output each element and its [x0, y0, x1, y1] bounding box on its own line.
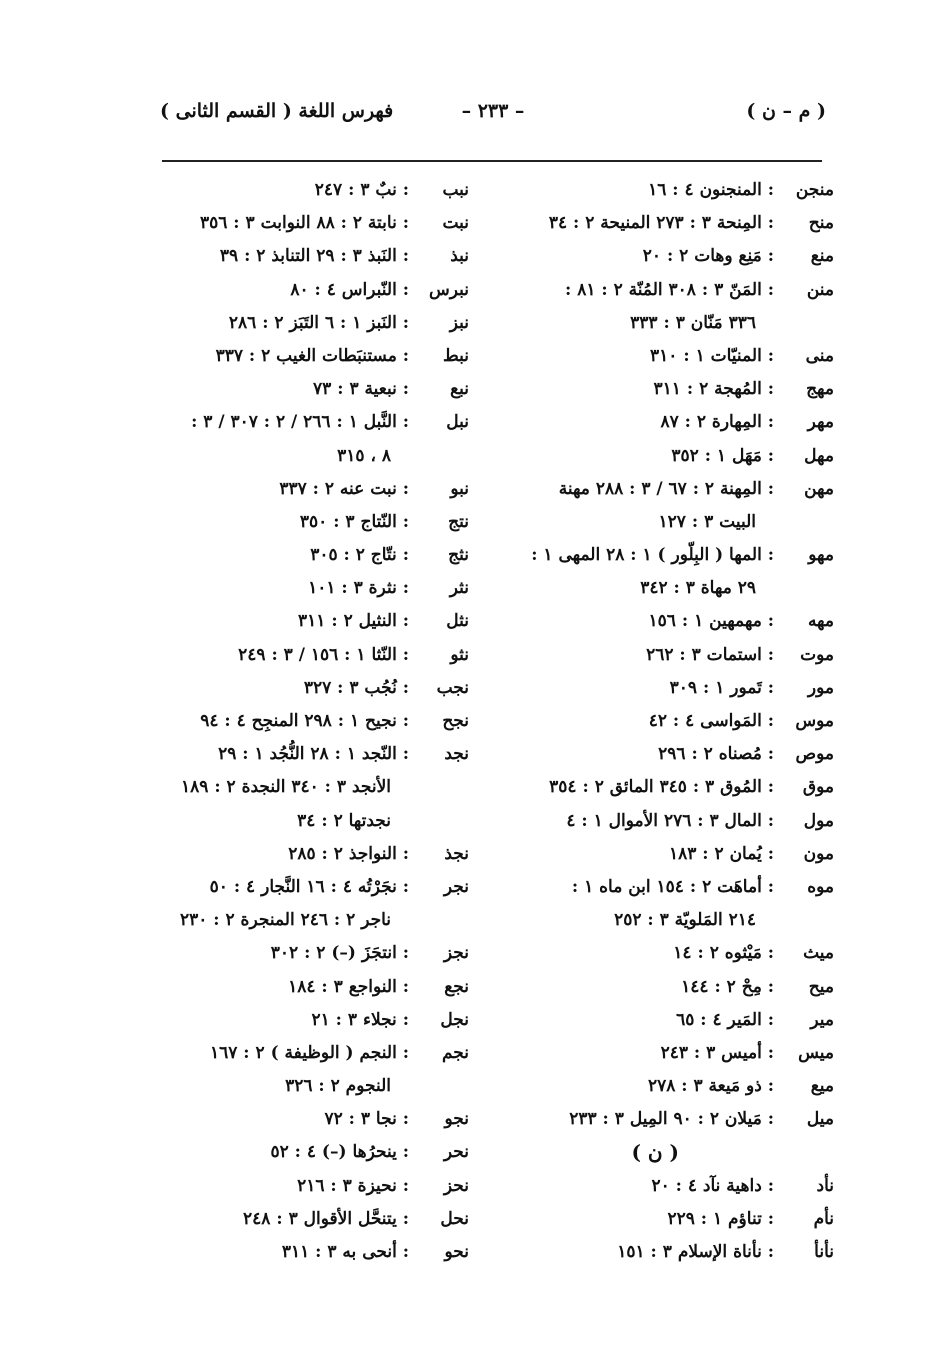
- entry-root: نبط: [443, 345, 469, 366]
- entry-text: ( ن ): [631, 1140, 679, 1165]
- index-entry: [134, 1136, 469, 1169]
- entry-text: : نأناة الإسلام ٣ : ١٥١: [617, 1242, 774, 1262]
- index-entry: [134, 207, 469, 240]
- entry-text: : المَواسى ٤ : ٤٢: [648, 711, 774, 731]
- entry-root: نجد: [444, 744, 469, 765]
- entry-root: نجذ: [444, 843, 469, 864]
- entry-root: نبت: [442, 213, 469, 234]
- entry-root: نتج: [448, 511, 469, 532]
- entry-root: نبز: [449, 312, 469, 333]
- entry-root: نحر: [443, 1142, 469, 1163]
- index-entry: [134, 871, 469, 904]
- entry-text: : أميس ٣ : ٢٤٣: [660, 1042, 774, 1063]
- entry-root: موس: [795, 711, 834, 731]
- entry-root: مهر: [807, 412, 834, 433]
- entry-text: ٣٣٦ مَنّان ٣ : ٣٣٣: [630, 312, 756, 333]
- entry-text: : نجيح ١ : ٢٩٨ المنجِح ٤ : ٩٤: [200, 711, 409, 731]
- index-entry: [134, 605, 469, 638]
- entry-root: منى: [805, 345, 834, 366]
- index-entry: [134, 937, 469, 970]
- entry-root: مهن: [804, 478, 834, 499]
- entry-root: نبذ: [450, 246, 469, 267]
- entry-root: موت: [800, 644, 834, 665]
- entry-text: : نبٌ ٣ : ٢٤٧: [314, 180, 409, 200]
- entry-text: : أنحى به ٣ : ٣١١: [281, 1242, 409, 1262]
- entry-root: ميح: [808, 976, 834, 997]
- entry-root: مهج: [806, 379, 834, 400]
- entry-text: : مَيلان ٢ : ٩٠ المِيل ٣ : ٢٣٣: [569, 1109, 774, 1130]
- index-entry: [134, 1203, 469, 1236]
- entry-text: : أماهَت ٢ : ١٥٤ ابن ماه ١ :: [571, 876, 774, 897]
- index-entry: [504, 1203, 834, 1236]
- entry-root: نأنأ: [814, 1242, 834, 1262]
- index-entry: [504, 771, 834, 804]
- entry-text: : مَيْثوه ٢ : ١٤: [673, 943, 774, 964]
- index-entry: [134, 1103, 469, 1136]
- entry-text: ٨ ، ٣١٥: [337, 445, 391, 466]
- entry-text: : النواجذ ٢ : ٢٨٥: [288, 843, 409, 864]
- entry-text: : مَهَل ١ : ٣٥٢: [671, 445, 774, 466]
- index-entry: [134, 1170, 469, 1203]
- entry-root: نبل: [446, 412, 469, 433]
- index-entry: [504, 605, 834, 638]
- index-entry: [134, 406, 469, 439]
- entry-text: ٢١٤ المَلويّة ٣ : ٢٥٢: [614, 910, 756, 931]
- entry-text: : النَّبل ١ : ٢٦٦ / ٢ : ٣٠٧ / ٣ :: [191, 412, 409, 433]
- entry-root: مور: [807, 677, 834, 698]
- index-entry: [504, 373, 834, 406]
- entry-text: النجوم ٢ : ٣٢٦: [285, 1076, 391, 1097]
- header-rule: [162, 160, 822, 162]
- entry-text: : المُوق ٣ : ٣٤٥ المائق ٢ : ٣٥٤: [549, 777, 774, 798]
- entry-text: : المِنحة ٣ : ٢٧٣ المنيحة ٢ : ٣٤: [548, 213, 774, 234]
- entry-text: : المِهنة ٢ : ٦٧ / ٣ : ٢٨٨ مهنة: [558, 478, 774, 499]
- index-entry: [134, 639, 469, 672]
- entry-root: مهل: [804, 445, 834, 466]
- index-entry: [504, 174, 834, 207]
- index-entry: [134, 1070, 469, 1103]
- entry-text: : مُصناه ٢ : ٢٩٦: [658, 744, 774, 765]
- entry-text: : النَبذ ٣ : ٢٩ التنابذ ٢ : ٣٩: [219, 246, 409, 267]
- entry-text: : داهية نآد ٤ : ٢٠: [651, 1175, 774, 1196]
- entry-root: نبب: [442, 180, 469, 200]
- section-letters: ( م – ن ): [746, 100, 826, 122]
- entry-root: موه: [807, 876, 834, 897]
- index-entry: [504, 937, 834, 970]
- entry-text: : المَير ٤ : ٦٥: [676, 1009, 774, 1030]
- entry-text: : مَنِع وهات ٢ : ٢٠: [642, 246, 774, 267]
- index-entry: [134, 904, 469, 937]
- entry-root: منن: [806, 279, 834, 300]
- entry-text: ناجر ٢ : ٢٤٦ المنجرة ٢ : ٢٣٠: [179, 910, 391, 931]
- index-entry: [504, 1236, 834, 1269]
- index-entry: [504, 207, 834, 240]
- entry-root: نثل: [446, 611, 469, 632]
- entry-text: : انتجَزَ (–) ٢ : ٣٠٢: [270, 943, 409, 964]
- index-entry: [504, 440, 834, 473]
- entry-text: : المُهجة ٢ : ٣١١: [653, 379, 774, 400]
- entry-root: ميل: [806, 1109, 834, 1130]
- entry-text: : المها ( البِلّور ) ١ : ٢٨ المهى ١ :: [531, 545, 774, 566]
- entry-text: الأنجد ٣ : ٣٤٠ النجدة ٢ : ١٨٩: [181, 777, 391, 798]
- entry-text: : النثيل ٢ : ٣١١: [298, 611, 409, 632]
- index-entry: [134, 805, 469, 838]
- index-entry: [134, 274, 469, 307]
- entry-root: مير: [810, 1009, 834, 1030]
- entry-text: : النجم ( الوظيفة ) ٢ : ١٦٧: [209, 1042, 409, 1063]
- entry-text: : نابتة ٢ : ٨٨ النوابت ٣ : ٣٥٦: [199, 213, 409, 234]
- entry-text: : نثرة ٣ : ١٠١: [308, 578, 409, 599]
- entry-text: : المَنّ ٣ : ٣٠٨ المُنّة ٢ : ٨١ :: [564, 279, 774, 300]
- entry-root: نحز: [443, 1175, 469, 1196]
- entry-root: نثج: [448, 545, 469, 566]
- entry-root: مول: [803, 810, 834, 831]
- entry-text: : ذو مَيعة ٣ : ٢٧٨: [647, 1076, 774, 1097]
- entry-text: : نجَرْتُه ٤ : ١٦ النَّجار ٤ : ٥٠: [209, 876, 409, 897]
- index-entry: [504, 473, 834, 506]
- entry-root: نبو: [450, 478, 469, 499]
- section-heading: [504, 1136, 834, 1169]
- index-entry: [134, 373, 469, 406]
- entry-text: : نحيزة ٣ : ٢١٦: [297, 1175, 409, 1196]
- index-entry: [504, 1103, 834, 1136]
- entry-root: نبع: [450, 379, 469, 400]
- entry-root: موق: [802, 777, 834, 798]
- entry-text: : نتّاج ٢ : ٣٠٥: [310, 545, 409, 566]
- index-entry: [134, 440, 469, 473]
- entry-root: نأد: [816, 1175, 834, 1196]
- index-entry: [134, 705, 469, 738]
- index-entry: [504, 572, 834, 605]
- index-entry: [134, 1236, 469, 1269]
- entry-text: : مستنبَطات الغيب ٢ : ٣٣٧: [215, 345, 409, 366]
- entry-text: : استمات ٣ : ٢٦٢: [646, 644, 774, 665]
- entry-root: مون: [803, 843, 834, 864]
- index-entry: [134, 771, 469, 804]
- entry-root: منع: [810, 246, 834, 267]
- index-entry: [504, 871, 834, 904]
- entry-root: نثو: [450, 644, 469, 665]
- entry-root: نجم: [441, 1042, 469, 1063]
- index-entry: [134, 539, 469, 572]
- entry-root: نجع: [444, 976, 469, 997]
- page-header: [160, 100, 826, 136]
- entry-text: : النواجع ٣ : ١٨٤: [288, 976, 409, 997]
- entry-text: : نُجُب ٣ : ٣٢٧: [303, 677, 409, 698]
- index-entry: [134, 672, 469, 705]
- index-entry: [504, 1037, 834, 1070]
- entry-root: منح: [808, 213, 834, 234]
- index-entry: [504, 805, 834, 838]
- index-entry: [504, 1070, 834, 1103]
- index-entry: [134, 307, 469, 340]
- entry-text: : يتنحَّل الأقوال ٣ : ٢٤٨: [243, 1208, 409, 1229]
- page-number: – ٢٣٣ –: [461, 100, 525, 122]
- index-entry: [504, 672, 834, 705]
- entry-text: : مهمهين ١ : ١٥٦: [648, 611, 774, 632]
- index-entry: [504, 240, 834, 273]
- entry-root: منجن: [795, 180, 834, 200]
- entry-text: : المِهارة ٢ : ٨٧: [660, 412, 774, 433]
- index-entry: [504, 838, 834, 871]
- entry-root: نجح: [442, 711, 469, 731]
- index-entry: [134, 506, 469, 539]
- index-entry: [134, 1004, 469, 1037]
- index-entry: [134, 1037, 469, 1070]
- entry-root: ميس: [798, 1042, 834, 1063]
- index-entry: [504, 274, 834, 307]
- entry-text: : المنيّات ١ : ٣١٠: [650, 345, 774, 366]
- index-entry: [134, 572, 469, 605]
- entry-text: : ينحرُها (–) ٤ : ٥٢: [270, 1142, 409, 1163]
- index-entry: [134, 971, 469, 1004]
- entry-text: : تناؤم ١ : ٢٢٩: [667, 1208, 774, 1229]
- index-entry: [504, 738, 834, 771]
- index-entry: [134, 473, 469, 506]
- index-entry: [504, 971, 834, 1004]
- entry-root: نبرس: [429, 279, 469, 300]
- entry-root: نجب: [436, 677, 469, 698]
- entry-text: : نجا ٣ : ٧٢: [324, 1109, 409, 1130]
- entry-text: : يُمان ٢ : ١٨٣: [668, 843, 774, 864]
- index-entry: [134, 174, 469, 207]
- entry-root: نجو: [444, 1109, 469, 1130]
- entry-root: نجر: [443, 876, 469, 897]
- entry-text: : نبعية ٣ : ٧٣: [313, 379, 409, 400]
- index-entry: [504, 539, 834, 572]
- index-entry: [134, 340, 469, 373]
- index-entry: [504, 639, 834, 672]
- index-entry: [504, 705, 834, 738]
- index-entry: [504, 340, 834, 373]
- entry-text: : النّثا ١ : ١٥٦ / ٣ : ٢٤٩: [238, 644, 409, 665]
- entry-text: : النَبز ١ : ٦ التَبَز ٢ : ٢٨٦: [228, 312, 409, 333]
- index-entry: [504, 506, 834, 539]
- entry-text: : تَمور ١ : ٣٠٩: [669, 677, 774, 698]
- index-entry: [504, 307, 834, 340]
- index-entry: [504, 1170, 834, 1203]
- index-entry: [504, 1004, 834, 1037]
- entry-text: : نجلاء ٣ : ٢١: [311, 1009, 409, 1030]
- entry-text: : النّجد ١ : ٢٨ النُّجُد ١ : ٢٩: [218, 744, 409, 765]
- entry-root: نحو: [444, 1242, 469, 1262]
- index-entry: [134, 738, 469, 771]
- entry-root: موص: [795, 744, 834, 765]
- entry-root: نأم: [813, 1208, 834, 1229]
- entry-text: : نبت عنه ٢ : ٣٣٧: [279, 478, 409, 499]
- index-entry: [504, 904, 834, 937]
- entry-root: نجز: [443, 943, 469, 964]
- entry-root: نحل: [440, 1208, 469, 1229]
- index-column-right: [504, 174, 834, 1269]
- entry-root: ميث: [803, 943, 834, 964]
- entry-text: : النّتاج ٣ : ٣٥٠: [299, 511, 409, 532]
- entry-root: مهه: [807, 611, 834, 632]
- entry-root: نثر: [449, 578, 469, 599]
- index-column-left: [134, 174, 469, 1269]
- entry-root: نجل: [440, 1009, 469, 1030]
- entry-text: : النّبراس ٤ : ٨٠: [290, 279, 409, 300]
- entry-text: : مِحْ ٢ : ١٤٤: [681, 976, 774, 997]
- index-entry: [134, 838, 469, 871]
- entry-text: : المال ٣ : ٢٧٦ الأموال ١ : ٤: [566, 810, 774, 831]
- index-entry: [504, 406, 834, 439]
- running-title: فهرس اللغة ( القسم الثانى ): [160, 100, 394, 122]
- entry-text: : المنجنون ٤ : ١٦: [648, 180, 774, 200]
- entry-root: مهو: [808, 545, 834, 566]
- entry-text: نجدتها ٢ : ٣٤: [297, 810, 391, 831]
- entry-root: ميع: [810, 1076, 834, 1097]
- entry-text: البيت ٣ : ١٢٧: [658, 511, 756, 532]
- entry-text: ٢٩ مهاة ٣ : ٣٤٢: [640, 578, 756, 599]
- index-entry: [134, 240, 469, 273]
